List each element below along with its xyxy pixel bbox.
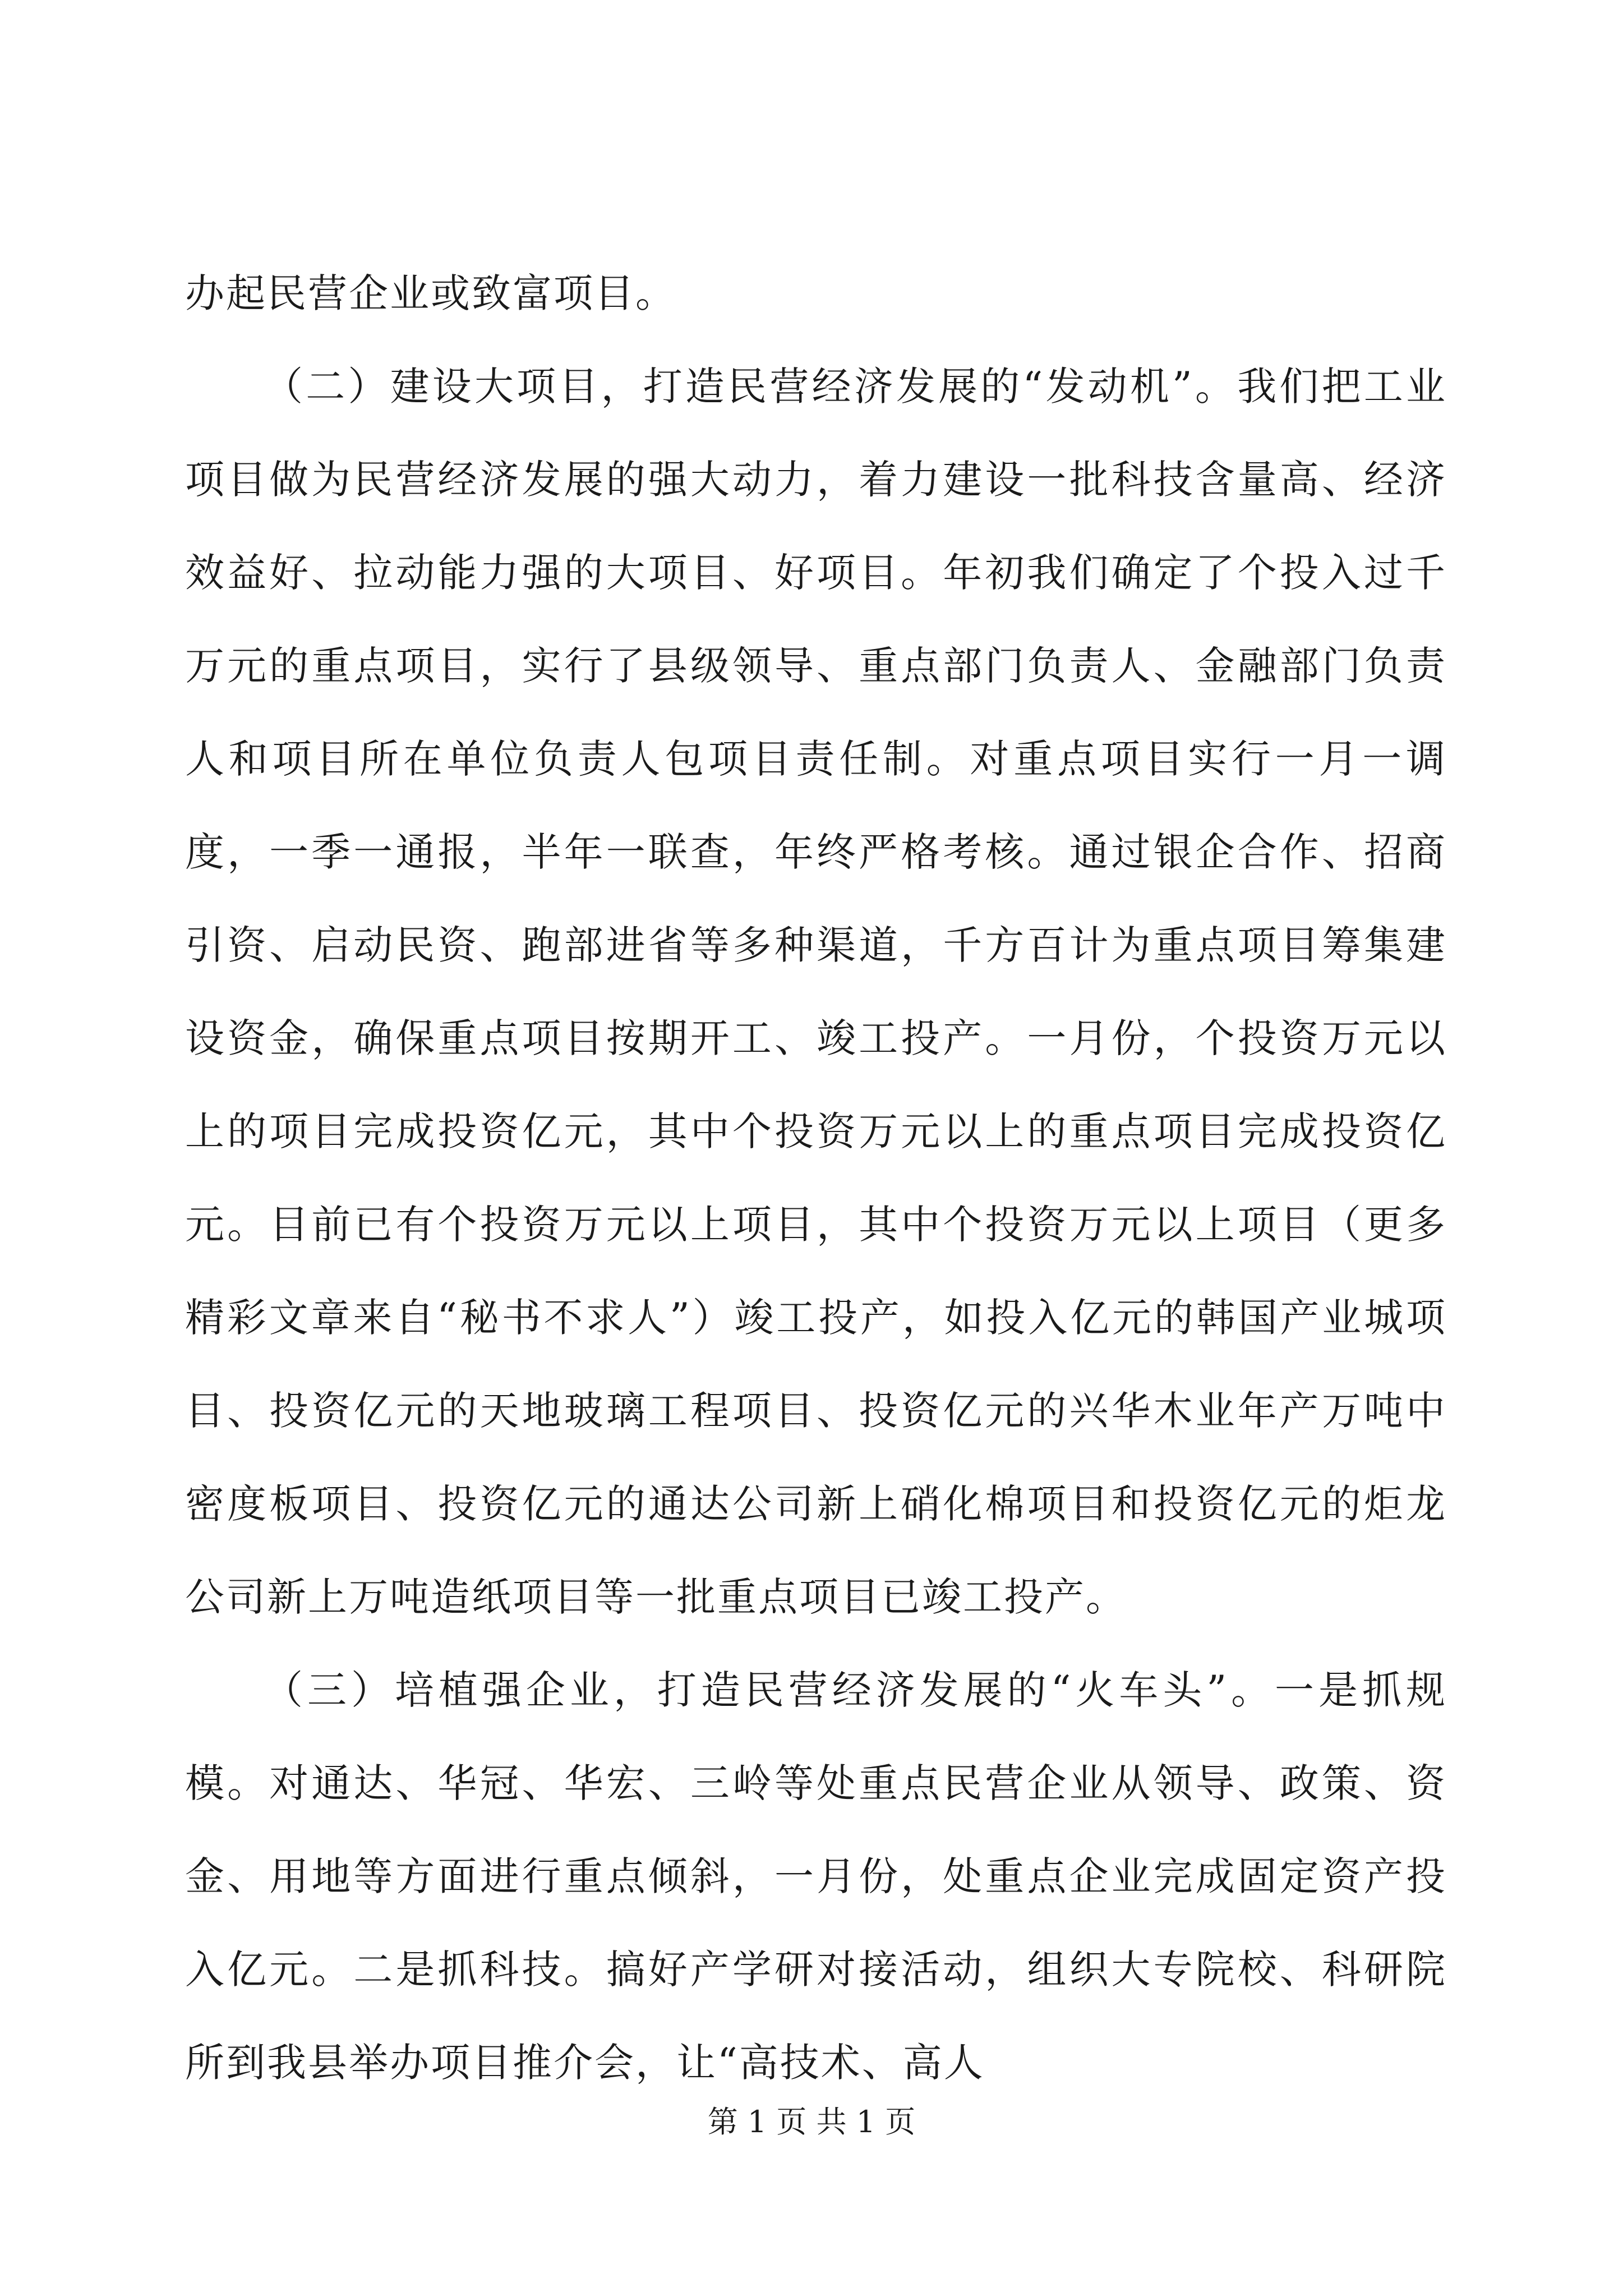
paragraph-1: 办起民营企业或致富项目。 bbox=[185, 270, 676, 316]
document-body bbox=[185, 247, 1447, 2109]
paragraph-2: （二）建设大项目，打造民营经济发展的“发动机”。我们把工业项目做为民营经济发展的强大动力，着力建设一批科技含量高、经济效益好、拉动能力强的大项目、好项目。年初我们确定了个投入过千万元的重点项目，实行了县级领导、重点部门负责人、金融部门负责人和项目所在单位负责人包项目责任制。对重点项目实行一月一调度，一季一通报，半年一联查，年终严格考核。通过银企合作、招商引资、启动民资、跑部进省等多种渠道，千方百计为重点项目筹集建设资金，确保重点项目按期开工、竣工投产。一月份，个投资万元以上的项目完成投资亿元，其中个投资万元以上的重点项目完成投资亿元。目前已有个投资万元以上项目，其中个投资万元以上项目（更多精彩文章来自“秘书不求人”）竣工投产，如投入亿元的韩国产业城项目、投资亿元的天地玻璃工程项目、投资亿元的兴华木业年产万吨中密度板项目、投资亿元的通达公司新上硝化棉项目和投资亿元的炬龙公司新上万吨造纸项目等一批重点项目已竣工投产。 bbox=[185, 364, 1447, 1620]
paragraph-3: （三）培植强企业，打造民营经济发展的“火车头”。一是抓规模。对通达、华冠、华宏、三岭等处重点民营企业从领导、政策、资金、用地等方面进行重点倾斜，一月份，处重点企业完成固定资产投入亿元。二是抓科技。搞好产学研对接活动，组织大专院校、科研院所到我县举办项目推介会，让“高技术、高人 bbox=[185, 1667, 1447, 2086]
page-footer: 第 1 页 共 1 页 bbox=[707, 2104, 916, 2139]
